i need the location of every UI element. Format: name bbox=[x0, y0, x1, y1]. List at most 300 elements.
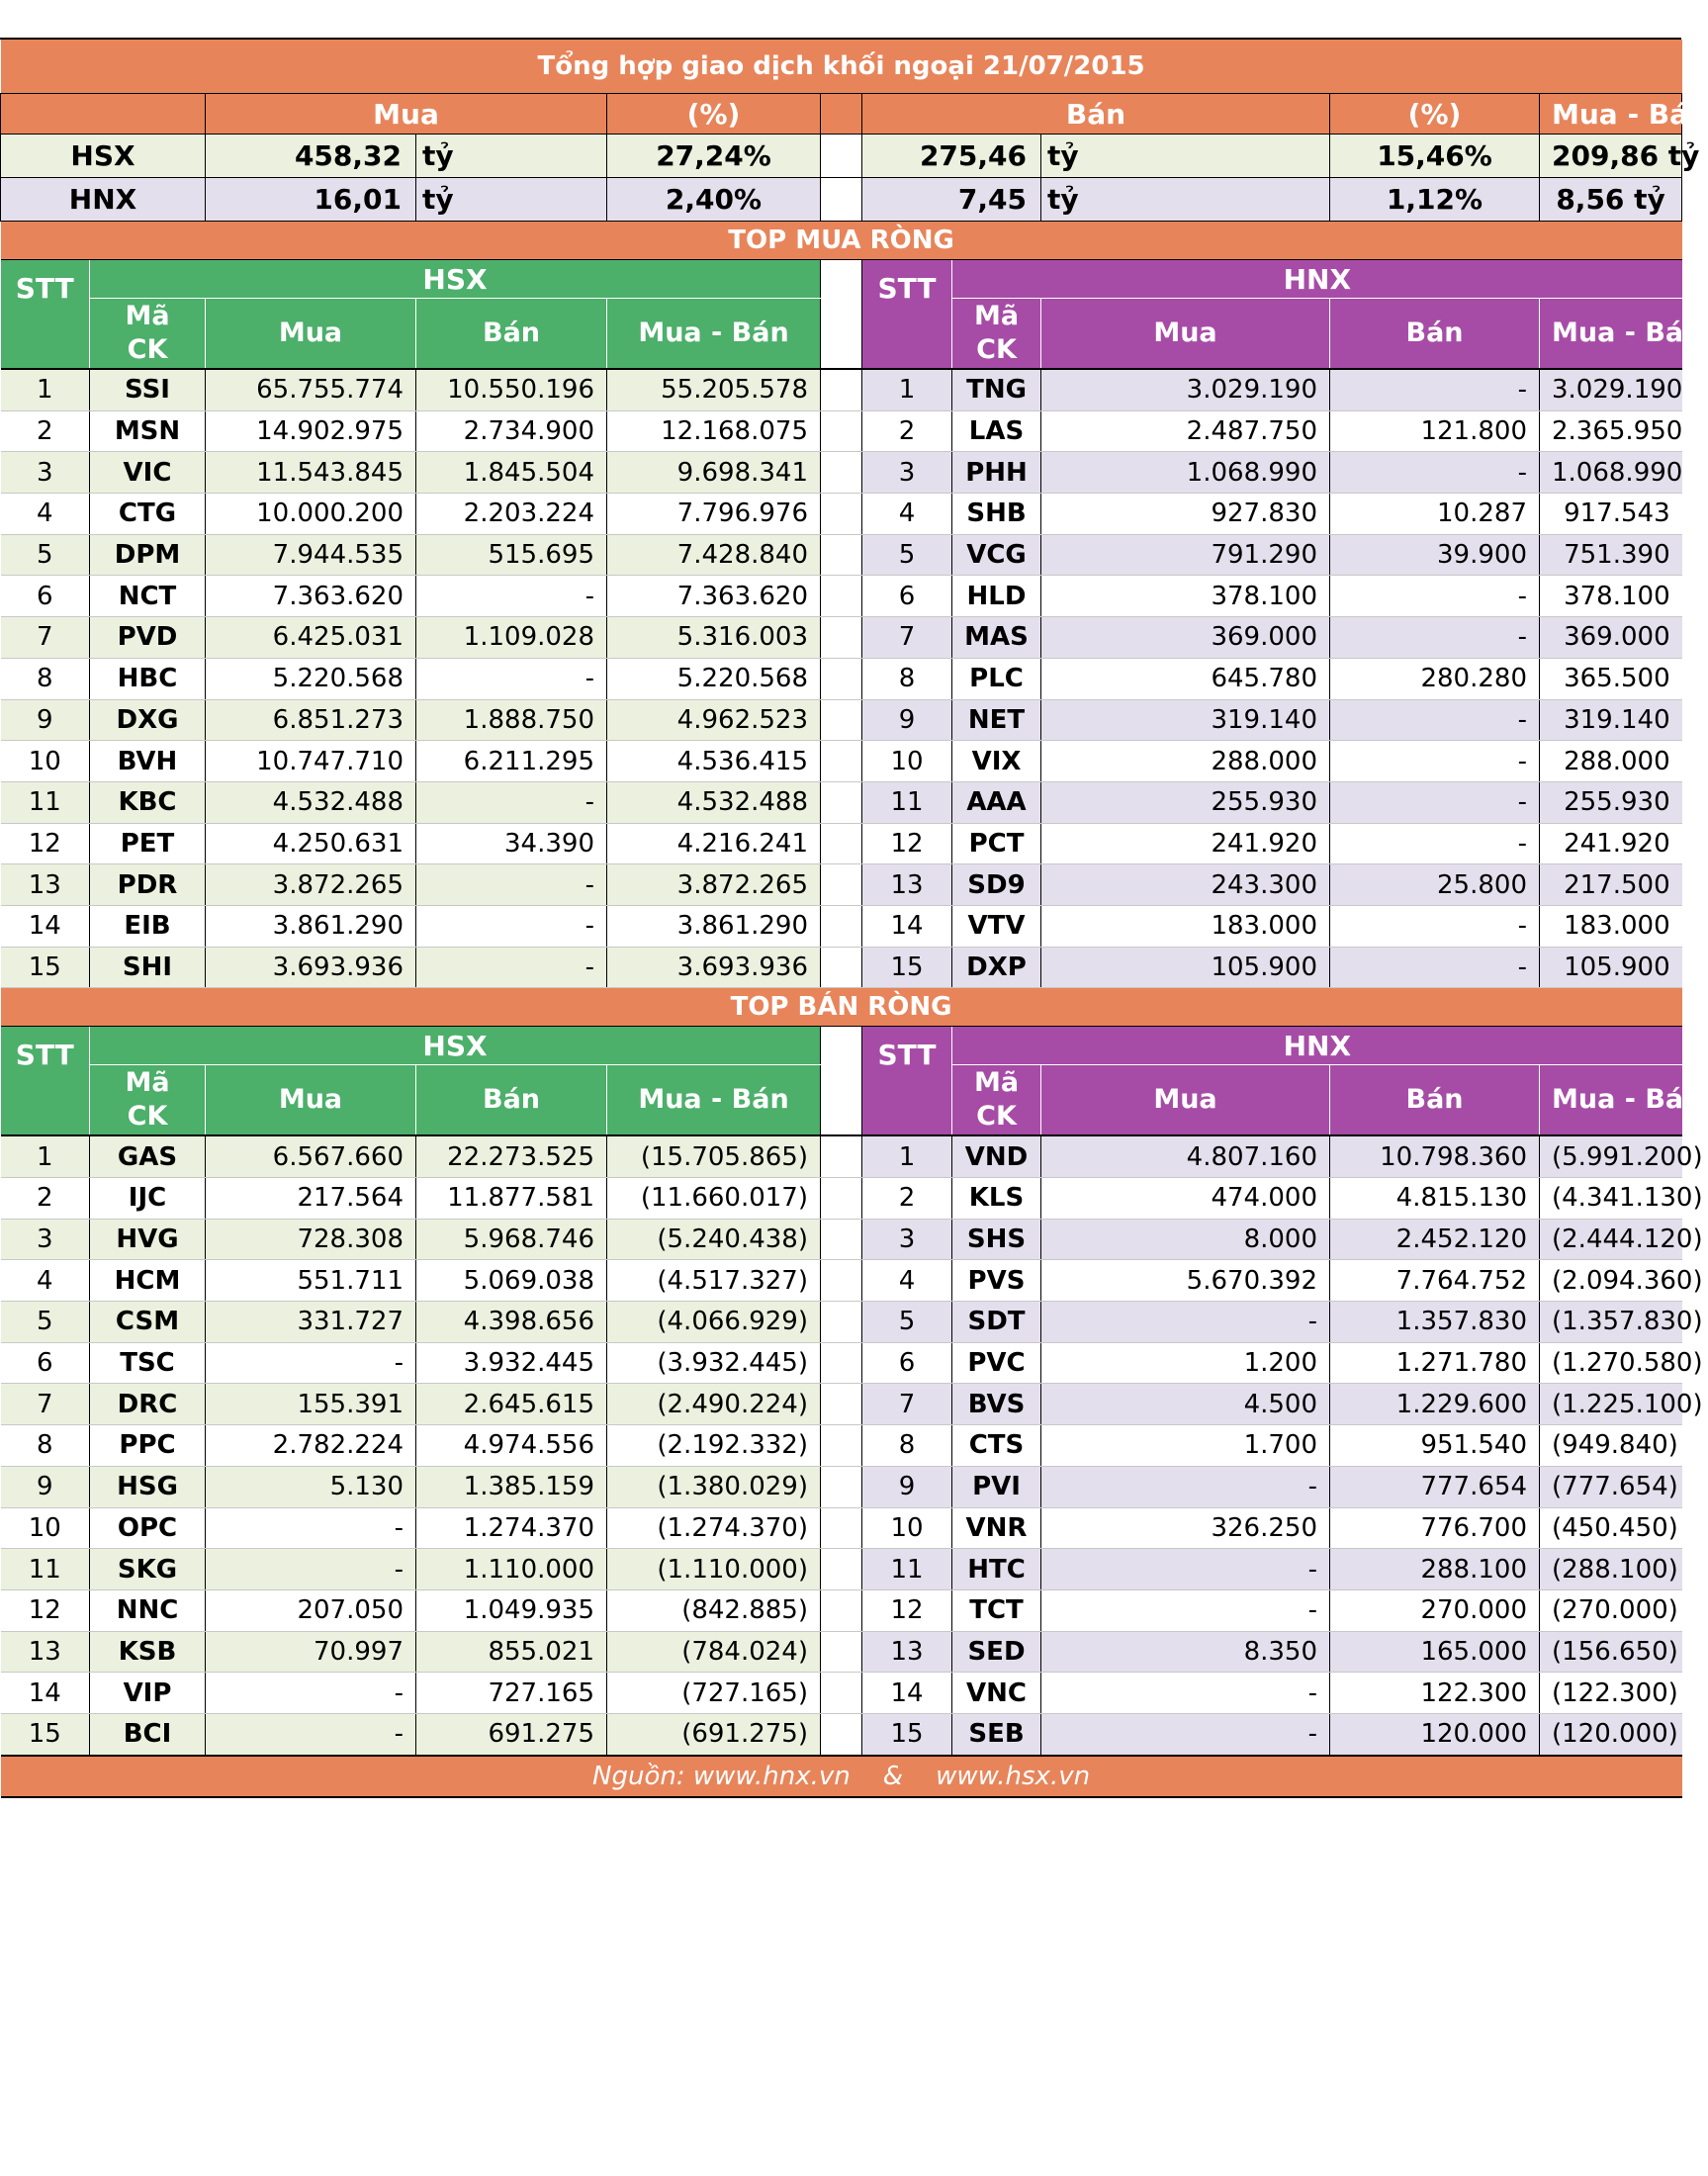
sell-cell: 1.229.600 bbox=[1330, 1384, 1540, 1425]
col-stt-left: STT bbox=[1, 260, 90, 370]
sell-cell: 3.932.445 bbox=[416, 1342, 607, 1384]
table-row bbox=[1, 658, 1682, 699]
stt-cell: 3 bbox=[1, 452, 90, 494]
net-cell: 183.000 bbox=[1540, 905, 1682, 947]
sell-cell: 2.734.900 bbox=[416, 410, 607, 452]
exchange-right: HNX bbox=[952, 1027, 1682, 1065]
stt-cell: 4 bbox=[862, 1260, 952, 1302]
net-cell: (11.660.017) bbox=[607, 1178, 821, 1220]
sell-cell: 288.100 bbox=[1330, 1549, 1540, 1590]
col-code-line1: Mã bbox=[973, 301, 1020, 331]
col-net: Mua - Bán bbox=[1540, 1065, 1682, 1136]
ticker-cell: KSB bbox=[90, 1631, 206, 1673]
ticker-cell: SDT bbox=[952, 1302, 1041, 1343]
stt-cell: 7 bbox=[1, 1384, 90, 1425]
sell-cell: - bbox=[416, 947, 607, 988]
sell-cell: - bbox=[1330, 823, 1540, 864]
sell-cell: 39.900 bbox=[1330, 534, 1540, 576]
stt-cell: 14 bbox=[1, 905, 90, 947]
buy-cell: 369.000 bbox=[1041, 617, 1330, 659]
net-cell: (270.000) bbox=[1540, 1589, 1682, 1631]
buy-cell: - bbox=[1041, 1713, 1330, 1755]
summary-mua-unit: tỷ bbox=[416, 135, 607, 178]
ticker-cell: GAS bbox=[90, 1135, 206, 1177]
foreign-trading-report bbox=[0, 38, 1708, 1798]
stt-cell: 10 bbox=[862, 1507, 952, 1549]
sell-cell: - bbox=[416, 864, 607, 906]
stt-cell: 1 bbox=[862, 369, 952, 410]
sell-cell: - bbox=[1330, 741, 1540, 782]
sell-cell: 5.069.038 bbox=[416, 1260, 607, 1302]
column-gap bbox=[821, 1342, 862, 1384]
ticker-cell: HVG bbox=[90, 1219, 206, 1260]
buy-cell: 378.100 bbox=[1041, 576, 1330, 617]
sell-cell: 270.000 bbox=[1330, 1589, 1540, 1631]
stt-cell: 7 bbox=[862, 1384, 952, 1425]
net-cell: (2.094.360) bbox=[1540, 1260, 1682, 1302]
net-cell: 4.532.488 bbox=[607, 781, 821, 823]
ticker-cell: TSC bbox=[90, 1342, 206, 1384]
buy-cell: 14.902.975 bbox=[206, 410, 416, 452]
table-row bbox=[1, 864, 1682, 906]
sell-cell: 120.000 bbox=[1330, 1713, 1540, 1755]
summary-gap bbox=[821, 135, 862, 178]
net-cell: 4.962.523 bbox=[607, 699, 821, 741]
ticker-cell: SKG bbox=[90, 1549, 206, 1590]
sell-cell: 122.300 bbox=[1330, 1673, 1540, 1714]
stt-cell: 15 bbox=[1, 947, 90, 988]
ticker-cell: VNC bbox=[952, 1673, 1041, 1714]
col-code bbox=[90, 1065, 206, 1136]
exchange-left: HSX bbox=[90, 260, 821, 299]
col-mua: Mua bbox=[1041, 299, 1330, 370]
net-cell: 7.428.840 bbox=[607, 534, 821, 576]
summary-mua-value: 458,32 bbox=[206, 135, 416, 178]
summary-row-hsx bbox=[1, 135, 1682, 178]
column-gap bbox=[821, 1589, 862, 1631]
sell-cell: 777.654 bbox=[1330, 1466, 1540, 1507]
buy-cell: 2.782.224 bbox=[206, 1425, 416, 1467]
sell-cell: - bbox=[1330, 369, 1540, 410]
column-gap bbox=[821, 369, 862, 410]
stt-cell: 10 bbox=[1, 1507, 90, 1549]
sell-cell: - bbox=[1330, 617, 1540, 659]
sell-cell: 951.540 bbox=[1330, 1425, 1540, 1467]
footer-row bbox=[1, 1756, 1682, 1797]
section-title: TOP BÁN RÒNG bbox=[1, 988, 1682, 1027]
stt-cell: 9 bbox=[862, 1466, 952, 1507]
ticker-cell: PCT bbox=[952, 823, 1041, 864]
column-gap bbox=[821, 1425, 862, 1467]
ticker-cell: TCT bbox=[952, 1589, 1041, 1631]
ticker-cell: AAA bbox=[952, 781, 1041, 823]
buy-cell: 70.997 bbox=[206, 1631, 416, 1673]
table-row bbox=[1, 1631, 1682, 1673]
net-cell: (784.024) bbox=[607, 1631, 821, 1673]
column-gap bbox=[821, 1673, 862, 1714]
summary-header-ban: Bán bbox=[862, 94, 1330, 135]
buy-cell: 5.220.568 bbox=[206, 658, 416, 699]
net-cell: (691.275) bbox=[607, 1713, 821, 1755]
stt-cell: 11 bbox=[862, 1549, 952, 1590]
sell-cell: 1.271.780 bbox=[1330, 1342, 1540, 1384]
sell-cell: 25.800 bbox=[1330, 864, 1540, 906]
sell-cell: - bbox=[1330, 947, 1540, 988]
net-cell: (2.192.332) bbox=[607, 1425, 821, 1467]
sell-cell: - bbox=[1330, 905, 1540, 947]
net-cell: 255.930 bbox=[1540, 781, 1682, 823]
buy-cell: 241.920 bbox=[1041, 823, 1330, 864]
sell-cell: 2.203.224 bbox=[416, 494, 607, 535]
net-cell: (156.650) bbox=[1540, 1631, 1682, 1673]
buy-cell: - bbox=[206, 1713, 416, 1755]
net-cell: 365.500 bbox=[1540, 658, 1682, 699]
net-cell: 2.365.950 bbox=[1540, 410, 1682, 452]
sell-cell: 1.385.159 bbox=[416, 1466, 607, 1507]
col-code bbox=[90, 299, 206, 370]
col-code-line1: Mã bbox=[973, 1067, 1020, 1099]
table-row bbox=[1, 1425, 1682, 1467]
stt-cell: 2 bbox=[1, 1178, 90, 1220]
summary-ban-pct: 15,46% bbox=[1330, 135, 1540, 178]
buy-cell: 4.532.488 bbox=[206, 781, 416, 823]
sell-cell: 121.800 bbox=[1330, 410, 1540, 452]
sell-cell: 4.815.130 bbox=[1330, 1178, 1540, 1220]
stt-cell: 2 bbox=[1, 410, 90, 452]
stt-cell: 13 bbox=[1, 1631, 90, 1673]
sell-cell: 6.211.295 bbox=[416, 741, 607, 782]
sell-cell: - bbox=[416, 781, 607, 823]
buy-cell: 3.693.936 bbox=[206, 947, 416, 988]
ticker-cell: HSG bbox=[90, 1466, 206, 1507]
net-cell: 917.543 bbox=[1540, 494, 1682, 535]
stt-cell: 14 bbox=[862, 1673, 952, 1714]
col-ban: Bán bbox=[1330, 1065, 1540, 1136]
net-cell: (1.110.000) bbox=[607, 1549, 821, 1590]
buy-cell: - bbox=[1041, 1302, 1330, 1343]
ticker-cell: DPM bbox=[90, 534, 206, 576]
stt-cell: 8 bbox=[1, 658, 90, 699]
table-row bbox=[1, 534, 1682, 576]
sell-cell: 165.000 bbox=[1330, 1631, 1540, 1673]
buy-cell: - bbox=[1041, 1589, 1330, 1631]
stt-cell: 10 bbox=[1, 741, 90, 782]
buy-cell: - bbox=[1041, 1549, 1330, 1590]
exchange-right: HNX bbox=[952, 260, 1682, 299]
sell-cell: 1.274.370 bbox=[416, 1507, 607, 1549]
net-cell: 319.140 bbox=[1540, 699, 1682, 741]
net-cell: 105.900 bbox=[1540, 947, 1682, 988]
buy-cell: 1.068.990 bbox=[1041, 452, 1330, 494]
table-row bbox=[1, 410, 1682, 452]
summary-net: 8,56 tỷ bbox=[1540, 178, 1682, 222]
table-row bbox=[1, 369, 1682, 410]
net-cell: (5.991.200) bbox=[1540, 1135, 1682, 1177]
ticker-cell: TNG bbox=[952, 369, 1041, 410]
buy-cell: 243.300 bbox=[1041, 864, 1330, 906]
ticker-cell: CSM bbox=[90, 1302, 206, 1343]
buy-cell: 6.567.660 bbox=[206, 1135, 416, 1177]
net-cell: (122.300) bbox=[1540, 1673, 1682, 1714]
buy-cell: 645.780 bbox=[1041, 658, 1330, 699]
sell-cell: 10.287 bbox=[1330, 494, 1540, 535]
table-row bbox=[1, 1219, 1682, 1260]
buy-cell: 326.250 bbox=[1041, 1507, 1330, 1549]
column-gap bbox=[821, 823, 862, 864]
net-cell: 7.363.620 bbox=[607, 576, 821, 617]
col-code-line1: Mã bbox=[125, 301, 170, 331]
buy-cell: - bbox=[206, 1342, 416, 1384]
ticker-cell: SHB bbox=[952, 494, 1041, 535]
summary-mua-pct: 27,24% bbox=[607, 135, 821, 178]
net-cell: 3.861.290 bbox=[607, 905, 821, 947]
buy-cell: 5.130 bbox=[206, 1466, 416, 1507]
column-gap bbox=[821, 658, 862, 699]
ticker-cell: BCI bbox=[90, 1713, 206, 1755]
buy-cell: 791.290 bbox=[1041, 534, 1330, 576]
stt-cell: 15 bbox=[862, 947, 952, 988]
summary-row-hnx bbox=[1, 178, 1682, 222]
summary-ban-pct: 1,12% bbox=[1330, 178, 1540, 222]
table-row bbox=[1, 1466, 1682, 1507]
ticker-cell: VIC bbox=[90, 452, 206, 494]
net-cell: 378.100 bbox=[1540, 576, 1682, 617]
column-gap bbox=[821, 1219, 862, 1260]
ticker-cell: VND bbox=[952, 1135, 1041, 1177]
buy-cell: 319.140 bbox=[1041, 699, 1330, 741]
col-code-line2: CK bbox=[127, 1101, 168, 1133]
sell-cell: 4.974.556 bbox=[416, 1425, 607, 1467]
stt-cell: 9 bbox=[1, 1466, 90, 1507]
stt-cell: 7 bbox=[862, 617, 952, 659]
ticker-cell: HCM bbox=[90, 1260, 206, 1302]
column-gap bbox=[821, 410, 862, 452]
ticker-cell: HBC bbox=[90, 658, 206, 699]
summary-header-blank bbox=[1, 94, 206, 135]
ticker-cell: SHS bbox=[952, 1219, 1041, 1260]
stt-cell: 7 bbox=[1, 617, 90, 659]
summary-header-mua-pct: (%) bbox=[607, 94, 821, 135]
section-title-row bbox=[1, 222, 1682, 260]
column-gap bbox=[821, 947, 862, 988]
sell-cell: 5.968.746 bbox=[416, 1219, 607, 1260]
buy-cell: 183.000 bbox=[1041, 905, 1330, 947]
ticker-cell: PPC bbox=[90, 1425, 206, 1467]
ticker-cell: SD9 bbox=[952, 864, 1041, 906]
column-gap bbox=[821, 452, 862, 494]
ticker-cell: SHI bbox=[90, 947, 206, 988]
net-cell: 3.029.190 bbox=[1540, 369, 1682, 410]
sell-cell: 22.273.525 bbox=[416, 1135, 607, 1177]
sell-cell: 855.021 bbox=[416, 1631, 607, 1673]
net-cell: (777.654) bbox=[1540, 1466, 1682, 1507]
stt-cell: 15 bbox=[862, 1713, 952, 1755]
col-code bbox=[952, 299, 1041, 370]
stt-cell: 13 bbox=[862, 1631, 952, 1673]
table-row bbox=[1, 1673, 1682, 1714]
sell-cell: 1.845.504 bbox=[416, 452, 607, 494]
col-mua: Mua bbox=[206, 1065, 416, 1136]
buy-cell: 255.930 bbox=[1041, 781, 1330, 823]
ticker-cell: VTV bbox=[952, 905, 1041, 947]
table-row bbox=[1, 1713, 1682, 1755]
column-gap bbox=[821, 1135, 862, 1177]
buy-cell: 4.500 bbox=[1041, 1384, 1330, 1425]
summary-mua-value: 16,01 bbox=[206, 178, 416, 222]
ticker-cell: LAS bbox=[952, 410, 1041, 452]
sell-cell: 2.452.120 bbox=[1330, 1219, 1540, 1260]
net-cell: (842.885) bbox=[607, 1589, 821, 1631]
summary-header-ban-pct: (%) bbox=[1330, 94, 1540, 135]
table-row bbox=[1, 617, 1682, 659]
net-cell: (727.165) bbox=[607, 1673, 821, 1714]
net-cell: (1.357.830) bbox=[1540, 1302, 1682, 1343]
column-gap bbox=[821, 617, 862, 659]
buy-cell: 331.727 bbox=[206, 1302, 416, 1343]
col-stt-right: STT bbox=[862, 260, 952, 370]
column-gap bbox=[821, 1178, 862, 1220]
stt-cell: 1 bbox=[1, 369, 90, 410]
sell-cell: 515.695 bbox=[416, 534, 607, 576]
net-cell: 5.316.003 bbox=[607, 617, 821, 659]
stt-cell: 13 bbox=[862, 864, 952, 906]
ticker-cell: VCG bbox=[952, 534, 1041, 576]
col-mua: Mua bbox=[1041, 1065, 1330, 1136]
table-row bbox=[1, 1342, 1682, 1384]
buy-cell: 1.700 bbox=[1041, 1425, 1330, 1467]
col-net: Mua - Bán bbox=[607, 1065, 821, 1136]
sell-cell: 1.109.028 bbox=[416, 617, 607, 659]
sell-cell: 10.550.196 bbox=[416, 369, 607, 410]
net-cell: (949.840) bbox=[1540, 1425, 1682, 1467]
col-code-line2: CK bbox=[127, 334, 168, 365]
stt-cell: 2 bbox=[862, 1178, 952, 1220]
stt-cell: 5 bbox=[862, 534, 952, 576]
stt-cell: 6 bbox=[1, 1342, 90, 1384]
ticker-cell: PVC bbox=[952, 1342, 1041, 1384]
stt-cell: 9 bbox=[1, 699, 90, 741]
col-ban: Bán bbox=[416, 1065, 607, 1136]
summary-exchange: HSX bbox=[1, 135, 206, 178]
buy-cell: 4.250.631 bbox=[206, 823, 416, 864]
table-row bbox=[1, 1302, 1682, 1343]
stt-cell: 1 bbox=[1, 1135, 90, 1177]
col-mua: Mua bbox=[206, 299, 416, 370]
stt-cell: 14 bbox=[1, 1673, 90, 1714]
summary-mua-pct: 2,40% bbox=[607, 178, 821, 222]
exchange-left: HSX bbox=[90, 1027, 821, 1065]
table-row bbox=[1, 823, 1682, 864]
stt-cell: 13 bbox=[1, 864, 90, 906]
sell-cell: 1.049.935 bbox=[416, 1589, 607, 1631]
stt-cell: 4 bbox=[862, 494, 952, 535]
col-code bbox=[952, 1065, 1041, 1136]
table-row bbox=[1, 947, 1682, 988]
summary-header-net: Mua - Bán bbox=[1540, 94, 1682, 135]
stt-cell: 5 bbox=[1, 1302, 90, 1343]
column-gap bbox=[821, 699, 862, 741]
buy-cell: 6.425.031 bbox=[206, 617, 416, 659]
column-gap bbox=[821, 1549, 862, 1590]
ticker-cell: PVI bbox=[952, 1466, 1041, 1507]
column-gap bbox=[821, 1384, 862, 1425]
stt-cell: 3 bbox=[862, 1219, 952, 1260]
column-gap bbox=[821, 1260, 862, 1302]
ticker-cell: NNC bbox=[90, 1589, 206, 1631]
stt-cell: 3 bbox=[862, 452, 952, 494]
ticker-cell: NET bbox=[952, 699, 1041, 741]
buy-cell: - bbox=[1041, 1466, 1330, 1507]
buy-cell: 155.391 bbox=[206, 1384, 416, 1425]
buy-cell: 10.747.710 bbox=[206, 741, 416, 782]
ticker-cell: IJC bbox=[90, 1178, 206, 1220]
net-cell: 288.000 bbox=[1540, 741, 1682, 782]
buy-cell: 217.564 bbox=[206, 1178, 416, 1220]
stt-cell: 6 bbox=[862, 1342, 952, 1384]
col-code-line2: CK bbox=[976, 1101, 1017, 1133]
stt-cell: 9 bbox=[862, 699, 952, 741]
net-cell: (15.705.865) bbox=[607, 1135, 821, 1177]
net-cell: 751.390 bbox=[1540, 534, 1682, 576]
table-row bbox=[1, 1135, 1682, 1177]
column-gap bbox=[821, 1027, 862, 1136]
sell-cell: 34.390 bbox=[416, 823, 607, 864]
net-cell: (5.240.438) bbox=[607, 1219, 821, 1260]
buy-cell: 2.487.750 bbox=[1041, 410, 1330, 452]
sell-cell: 10.798.360 bbox=[1330, 1135, 1540, 1177]
net-cell: (4.066.929) bbox=[607, 1302, 821, 1343]
column-gap bbox=[821, 1507, 862, 1549]
col-ban: Bán bbox=[416, 299, 607, 370]
table-row bbox=[1, 699, 1682, 741]
ticker-cell: MSN bbox=[90, 410, 206, 452]
net-cell: (2.444.120) bbox=[1540, 1219, 1682, 1260]
stt-cell: 4 bbox=[1, 494, 90, 535]
net-cell: (1.225.100) bbox=[1540, 1384, 1682, 1425]
net-cell: (120.000) bbox=[1540, 1713, 1682, 1755]
net-cell: 217.500 bbox=[1540, 864, 1682, 906]
sell-cell: 2.645.615 bbox=[416, 1384, 607, 1425]
ticker-cell: VNR bbox=[952, 1507, 1041, 1549]
stt-cell: 12 bbox=[1, 823, 90, 864]
buy-cell: - bbox=[206, 1507, 416, 1549]
net-cell: 12.168.075 bbox=[607, 410, 821, 452]
report-table bbox=[0, 40, 1708, 1798]
stt-cell: 5 bbox=[1, 534, 90, 576]
sell-cell: 776.700 bbox=[1330, 1507, 1540, 1549]
col-code-line2: CK bbox=[976, 334, 1017, 365]
table-row bbox=[1, 494, 1682, 535]
summary-mua-unit: tỷ bbox=[416, 178, 607, 222]
net-cell: (3.932.445) bbox=[607, 1342, 821, 1384]
sell-cell: 11.877.581 bbox=[416, 1178, 607, 1220]
column-gap bbox=[821, 905, 862, 947]
ticker-cell: MAS bbox=[952, 617, 1041, 659]
stt-cell: 8 bbox=[1, 1425, 90, 1467]
stt-cell: 12 bbox=[862, 1589, 952, 1631]
column-gap bbox=[821, 576, 862, 617]
ticker-cell: CTS bbox=[952, 1425, 1041, 1467]
ticker-cell: SSI bbox=[90, 369, 206, 410]
stt-cell: 11 bbox=[1, 781, 90, 823]
stt-cell: 10 bbox=[862, 741, 952, 782]
source-footer: Nguồn: www.hnx.vn & www.hsx.vn bbox=[1, 1756, 1682, 1797]
sell-cell: 280.280 bbox=[1330, 658, 1540, 699]
buy-cell: 11.543.845 bbox=[206, 452, 416, 494]
buy-cell: 10.000.200 bbox=[206, 494, 416, 535]
col-stt-right: STT bbox=[862, 1027, 952, 1136]
summary-header bbox=[1, 94, 1682, 135]
